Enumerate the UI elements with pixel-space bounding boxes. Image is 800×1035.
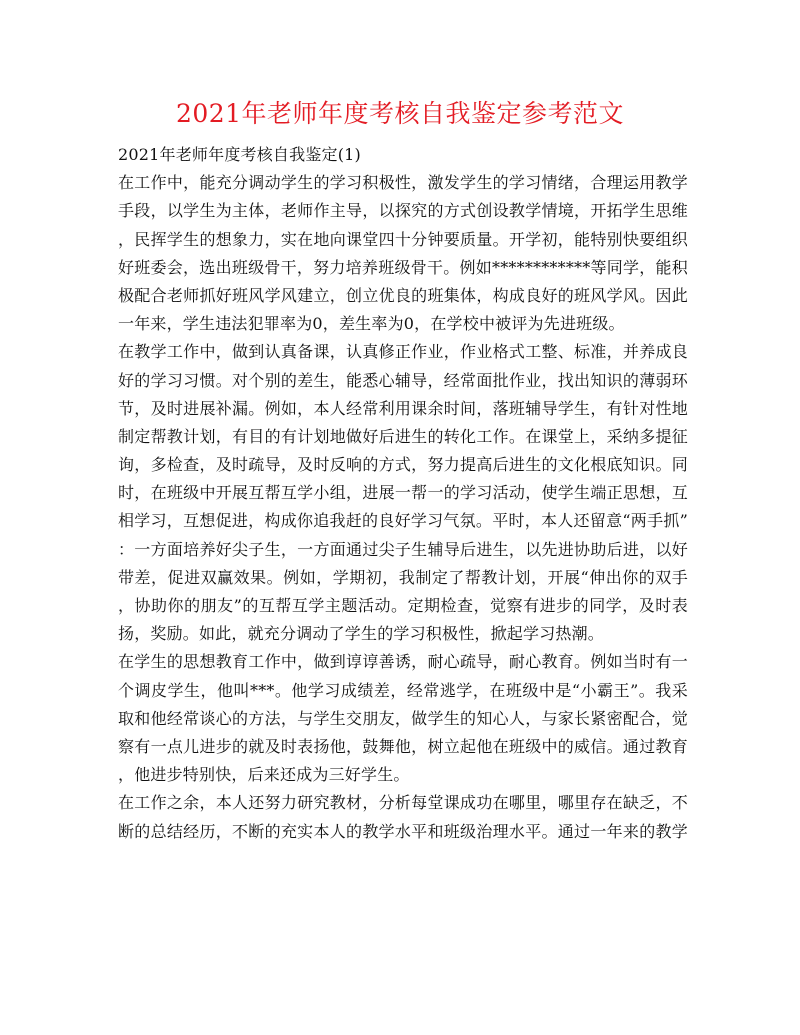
text-line: 询，多检查，及时疏导，及时反响的方式，努力提高后进生的文化根底知识。同 xyxy=(118,455,688,475)
text-line: 好班委会，选出班级骨干，努力培养班级骨干。例如************等同学，能积 xyxy=(118,257,688,277)
text-line: 极配合老师抓好班风学风建立，创立优良的班集体，构成良好的班风学风。因此 xyxy=(118,285,688,305)
text-line: 制定帮教计划，有目的有计划地做好后进生的转化工作。在课堂上，采纳多提征 xyxy=(118,426,688,446)
text-line: 察有一点儿进步的就及时表扬他，鼓舞他，树立起他在班级中的威信。通过教育 xyxy=(118,736,688,756)
text-line: 取和他经常谈心的方法，与学生交朋友，做学生的知心人，与家长紧密配合，觉 xyxy=(118,708,688,728)
document-body xyxy=(118,141,688,846)
text-line: ，他进步特别快，后来还成为三好学生。 xyxy=(118,765,410,785)
text-line: 相学习，互想促进，构成你追我赶的良好学习气氛。平时，本人还留意“两手抓” xyxy=(118,511,688,531)
text-line: 在工作中，能充分调动学生的学习积极性，激发学生的学习情绪，合理运用教学 xyxy=(118,173,688,193)
text-line: 时，在班级中开展互帮互学小组，进展一帮一的学习活动，使学生端正思想，互 xyxy=(118,483,688,503)
text-line: 手段，以学生为主体，老师作主导，以探究的方式创设教学情境，开拓学生思维 xyxy=(118,201,688,221)
subtitle-line: 2021年老师年度考核自我鉴定(1) xyxy=(118,145,361,164)
text-line: 扬，奖励。如此，就充分调动了学生的学习积极性，掀起学习热潮。 xyxy=(118,624,605,644)
page-title: 2021年老师年度考核自我鉴定参考范文 xyxy=(175,99,625,128)
text-line: 在学生的思想教育工作中，做到谆谆善诱，耐心疏导，耐心教育。例如当时有一 xyxy=(118,652,688,672)
text-line: 一年来，学生违法犯罪率为0，差生率为0，在学校中被评为先进班级。 xyxy=(118,314,625,334)
text-line: 断的总结经历，不断的充实本人的教学水平和班级治理水平。通过一年来的教学 xyxy=(118,821,688,841)
text-line: 好的学习习惯。对个别的差生，能悉心辅导，经常面批作业，找出知识的薄弱环 xyxy=(118,370,688,390)
text-line: 个调皮学生，他叫***。他学习成绩差，经常逃学，在班级中是“小霸王”。我采 xyxy=(118,680,688,700)
text-line: 带差，促进双赢效果。例如，学期初，我制定了帮教计划，开展“伸出你的双手 xyxy=(118,567,688,587)
text-line: ：一方面培养好尖子生，一方面通过尖子生辅导后进生，以先进协助后进，以好 xyxy=(118,539,688,559)
text-line: 节，及时进展补漏。例如，本人经常利用课余时间，落班辅导学生，有针对性地 xyxy=(118,398,688,418)
text-line: ，民挥学生的想象力，实在地向课堂四十分钟要质量。开学初，能特别快要组织 xyxy=(118,229,688,249)
text-line: ，协助你的朋友”的互帮互学主题活动。定期检查，觉察有进步的同学，及时表 xyxy=(118,596,688,615)
text-line: 在工作之余，本人还努力研究教材，分析每堂课成功在哪里，哪里存在缺乏，不 xyxy=(118,793,688,813)
text-line: 在教学工作中，做到认真备课，认真修正作业，作业格式工整、标准，并养成良 xyxy=(118,342,688,362)
